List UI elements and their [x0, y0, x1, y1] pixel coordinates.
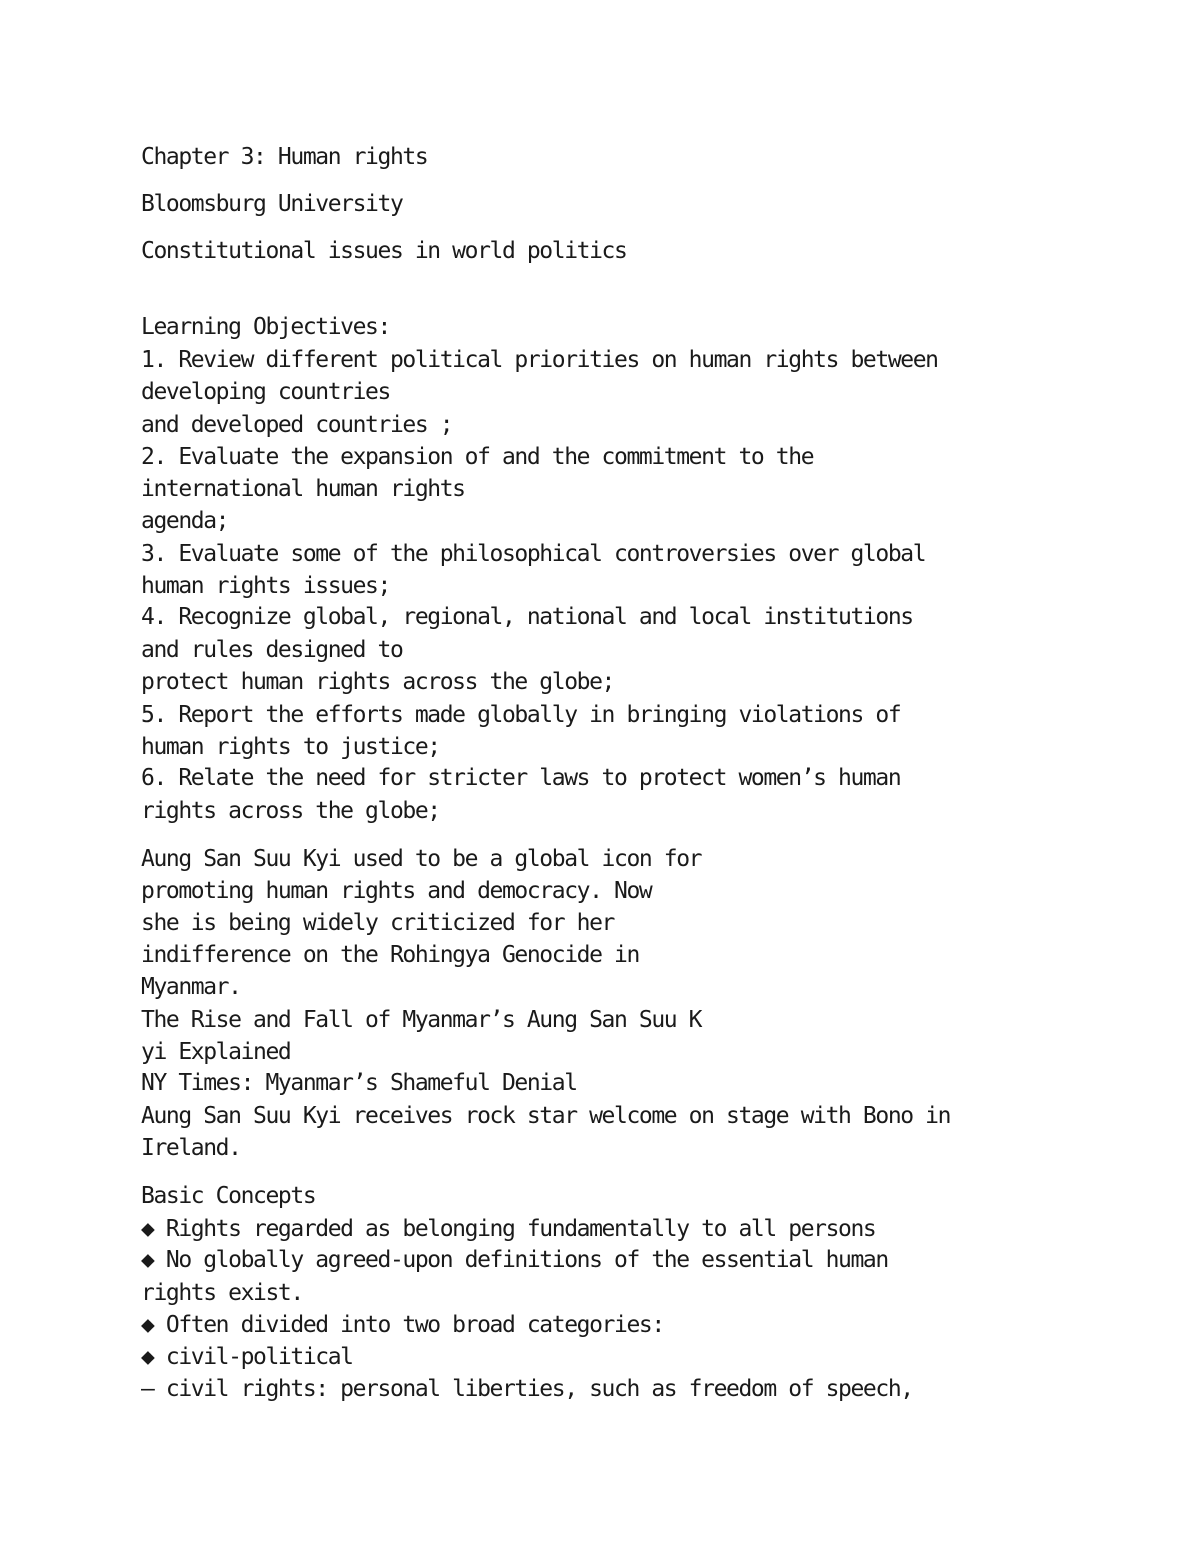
objectives-heading: Learning Objectives: — [141, 314, 390, 340]
concept-line: ◆ civil-political — [141, 1344, 353, 1370]
objective-line: agenda; — [141, 508, 229, 534]
chapter-title: Chapter 3: Human rights — [141, 144, 428, 170]
objective-line: human rights to justice; — [141, 734, 440, 760]
objective-line: 5. Report the efforts made globally in bringing violations of — [141, 702, 901, 728]
video-title-line: Aung San Suu Kyi receives rock star welcome on stage with Bono in — [141, 1103, 951, 1129]
objective-line: 4. Recognize global, regional, national and local institutions — [141, 604, 913, 630]
article-title-line: NY Times: Myanmar’s Shameful Denial — [141, 1070, 577, 1096]
video-title-line: Ireland. — [141, 1135, 241, 1161]
objective-line: protect human rights across the globe; — [141, 669, 614, 695]
course-title: Constitutional issues in world politics — [141, 238, 627, 264]
objective-line: and developed countries ; — [141, 412, 453, 438]
objective-line: and rules designed to — [141, 637, 403, 663]
suu-kyi-line: Myanmar. — [141, 974, 241, 1000]
concept-line: ◆ Rights regarded as belonging fundamentally to all persons — [141, 1216, 876, 1242]
basic-concepts-heading: Basic Concepts — [141, 1183, 316, 1209]
objective-line: rights across the globe; — [141, 798, 440, 824]
objective-line: 3. Evaluate some of the philosophical controversies over global — [141, 541, 926, 567]
objective-line: human rights issues; — [141, 573, 390, 599]
suu-kyi-line: she is being widely criticized for her — [141, 910, 614, 936]
suu-kyi-line: promoting human rights and democracy. Now — [141, 878, 652, 904]
concept-line: ◆ No globally agreed-upon definitions of the essential human — [141, 1247, 888, 1273]
document-body — [141, 0, 1141, 1402]
suu-kyi-line: indifference on the Rohingya Genocide in — [141, 942, 639, 968]
video-title-line: yi Explained — [141, 1039, 291, 1065]
objective-line: developing countries — [141, 379, 390, 405]
concept-line: – civil rights: personal liberties, such as freedom of speech, — [141, 1376, 913, 1402]
concept-line: rights exist. — [141, 1280, 303, 1306]
objective-line: 6. Relate the need for stricter laws to protect women’s human — [141, 765, 901, 791]
institution-name: Bloomsburg University — [141, 191, 403, 217]
suu-kyi-line: Aung San Suu Kyi used to be a global icon for — [141, 846, 702, 872]
concept-line: ◆ Often divided into two broad categories: — [141, 1312, 664, 1338]
video-title-line: The Rise and Fall of Myanmar’s Aung San Suu K — [141, 1007, 702, 1033]
objective-line: 1. Review different political priorities on human rights between — [141, 347, 938, 373]
objective-line: 2. Evaluate the expansion of and the commitment to the — [141, 444, 814, 470]
objective-line: international human rights — [141, 476, 465, 502]
